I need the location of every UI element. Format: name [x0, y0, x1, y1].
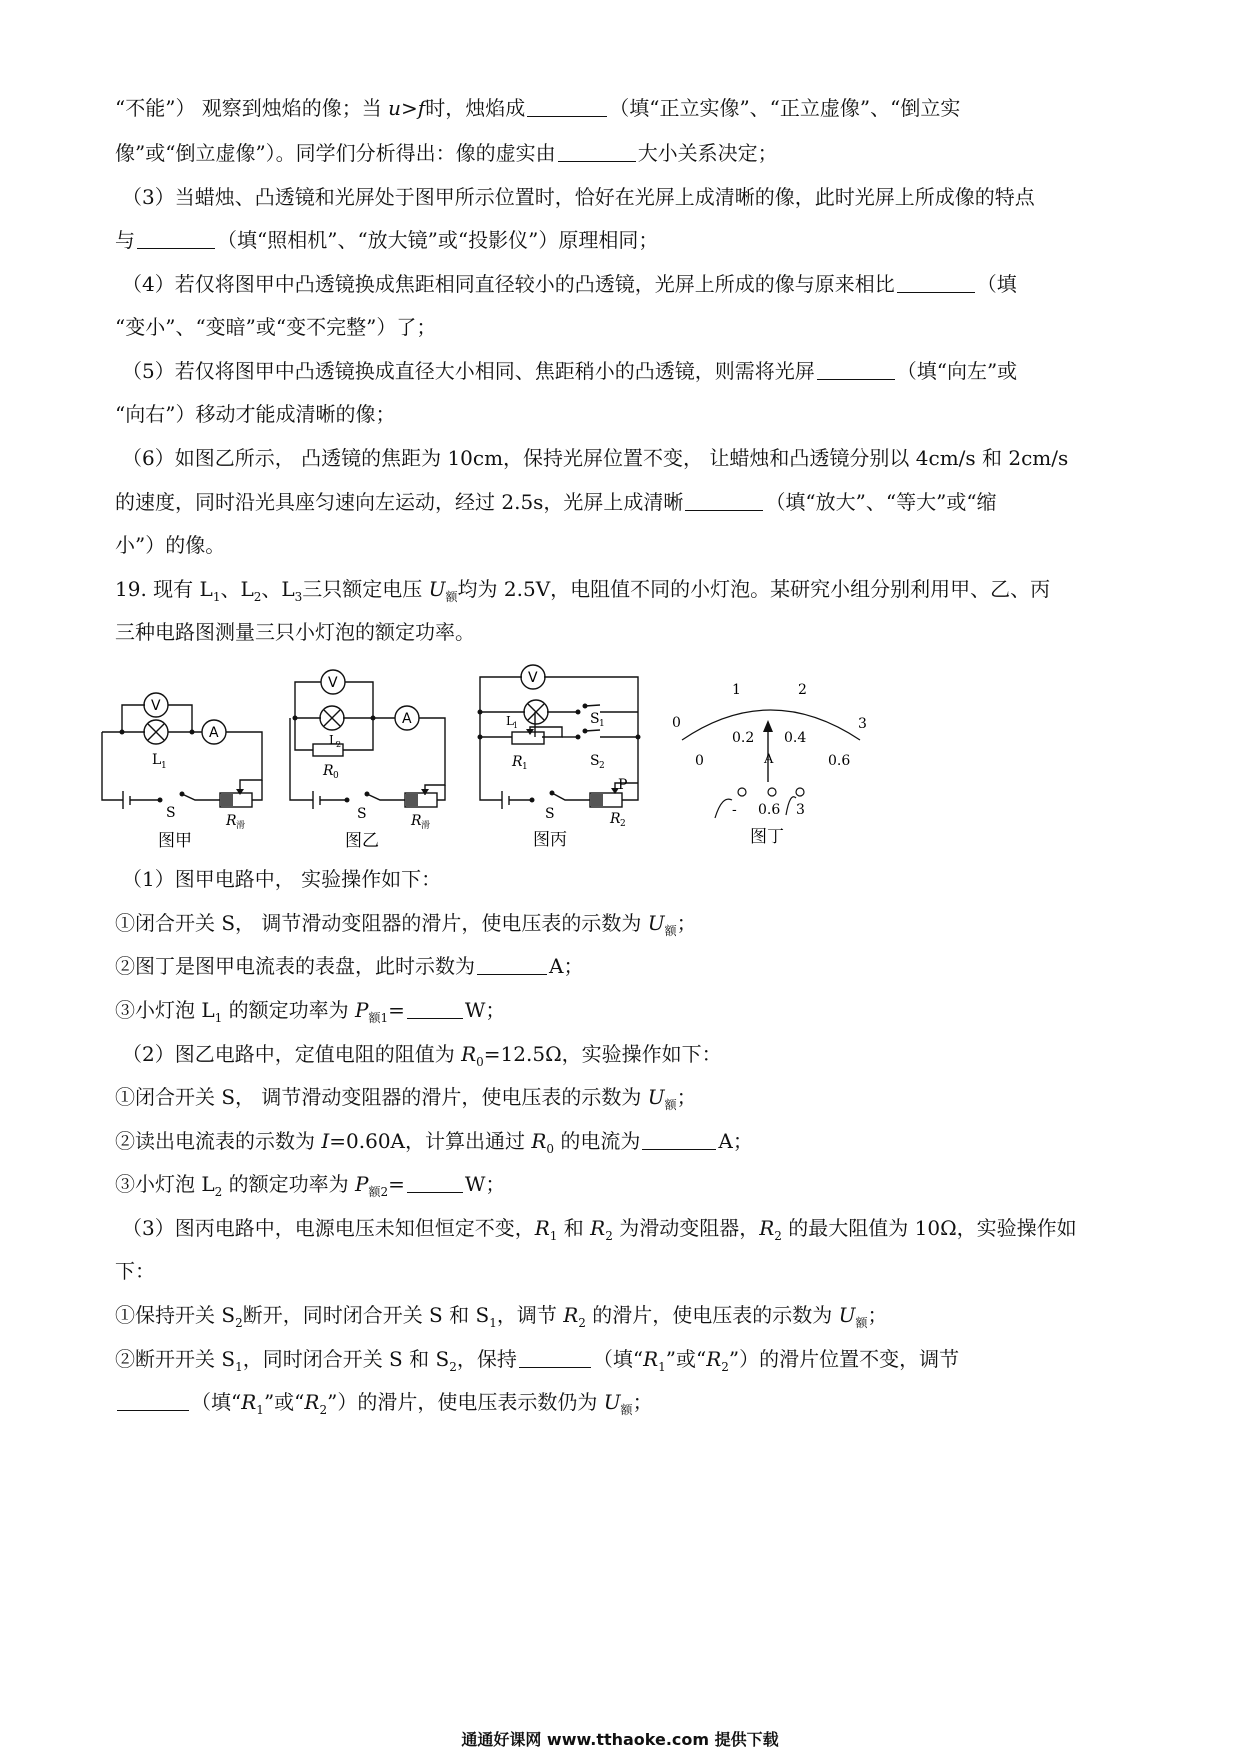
figure-caption: 图乙 [345, 831, 379, 850]
text: （填“照相机”、“放大镜”或“投影仪”）原理相同； [217, 228, 659, 252]
dial-top-tick-label: 0 [672, 715, 681, 731]
text: （3）当蜡烛、凸透镜和光屏处于图甲所示位置时，恰好在光屏上成清晰的像，此时光屏上所成像的特点 [122, 185, 1035, 209]
fixed-resistor-label: R [323, 763, 334, 779]
switch-s2-label: S [590, 753, 600, 769]
terminal-label: - [732, 802, 737, 818]
line-8 [115, 400, 395, 428]
text: ，保持 [456, 1347, 517, 1371]
text: 均为 2.5V，电阻值不同的小灯泡。某研究小组分别利用甲、乙、丙 [457, 577, 1051, 601]
text: ”）的滑片，使电压表示数仍为 [327, 1390, 604, 1414]
subscript: 额 [664, 1098, 677, 1112]
answer-blank[interactable] [407, 998, 463, 1019]
line-7 [122, 357, 1017, 385]
slider-label: P [618, 777, 628, 793]
subscript: 2 [721, 1360, 729, 1374]
switch-label: S [166, 805, 176, 821]
subscript: 2 [774, 1229, 782, 1243]
text: ，调节 [496, 1303, 564, 1327]
dial-bottom-tick-label: 0 [695, 753, 704, 769]
text: 的额定功率为 [222, 1172, 355, 1196]
sub-3-heading [122, 1214, 1077, 1250]
text: =12.5Ω，实验操作如下： [483, 1042, 722, 1066]
text: 的最大阻值为 10Ω，实验操作如 [781, 1216, 1077, 1240]
variable: U [647, 911, 665, 935]
sub-2-step-2 [115, 1127, 753, 1163]
dial-bottom-tick-label: 0.4 [784, 730, 807, 746]
terminal-label: 0.6 [758, 802, 781, 818]
text: ； [632, 1390, 653, 1414]
subscript: 1 [212, 590, 221, 604]
subscript: 0 [546, 1142, 555, 1156]
variable: R [643, 1347, 659, 1371]
variable: P [355, 1172, 369, 1196]
variable: P [355, 998, 369, 1022]
circuit-figure-bing [470, 655, 650, 850]
dial-unit-label: A [764, 752, 774, 767]
text: 三种电路图测量三只小灯泡的额定功率。 [115, 620, 475, 644]
sub-3-step-2 [115, 1345, 959, 1381]
line-11 [115, 531, 225, 559]
variable: R [563, 1303, 579, 1327]
circuit-figure-jia [100, 670, 275, 850]
figure-caption: 图甲 [158, 831, 192, 850]
text: （1）图甲电路中， 实验操作如下： [122, 867, 442, 891]
text: 时，烛焰成 [425, 96, 526, 120]
text: 的额定功率为 [222, 998, 355, 1022]
text: W； [464, 998, 506, 1022]
ammeter-label: A [209, 725, 219, 741]
page-footer: 通通好课网 www.tthaoke.com 提供下载 [461, 1730, 779, 1749]
rheostat-r1-label: R [512, 754, 523, 770]
sub-1-heading [122, 865, 441, 893]
text: A； [718, 1129, 753, 1153]
sub-1-step-1 [115, 909, 697, 945]
switch-label: S [357, 806, 367, 822]
subscript: 1 [658, 1360, 666, 1374]
text: ； [676, 911, 697, 935]
text: ②断开开关 S [115, 1347, 236, 1371]
text: ①闭合开关 S， 调节滑动变阻器的滑片，使电压表的示数为 [115, 911, 648, 935]
sub-3-step-1 [115, 1301, 887, 1337]
question-19-line-1 [115, 575, 1050, 611]
switch-label: S [545, 806, 555, 822]
switch-s1-subscript: 1 [599, 719, 605, 729]
subscript: 2 [214, 1185, 223, 1199]
rheostat-label: R [411, 813, 422, 829]
dial-top-tick-label: 3 [858, 716, 867, 732]
dial-bottom-tick-label: 0.6 [828, 753, 851, 769]
subscript: 额 [445, 590, 458, 604]
text: （5）若仅将图甲中凸透镜换成直径大小相同、焦距稍小的凸透镜，则需将光屏 [122, 359, 815, 383]
text: 的滑片，使电压表的示数为 [585, 1303, 839, 1327]
dial-top-tick-label: 2 [798, 682, 807, 698]
text: ； [676, 1085, 697, 1109]
lamp-subscript: 1 [513, 721, 519, 730]
answer-blank[interactable] [897, 272, 975, 293]
sub-3-heading-line-2 [115, 1257, 155, 1285]
variable: R [706, 1347, 722, 1371]
text: = [388, 998, 405, 1022]
rheostat-subscript: 滑 [236, 821, 246, 831]
text: （4）若仅将图甲中凸透镜换成焦距相同直径较小的凸透镜，光屏上所成的像与原来相比 [122, 272, 895, 296]
answer-blank[interactable] [477, 954, 547, 975]
variable: R [241, 1390, 257, 1414]
line-2 [115, 139, 778, 167]
text: A； [549, 954, 584, 978]
subscript: 1 [256, 1403, 264, 1417]
variable: U [428, 577, 446, 601]
variable: R [304, 1390, 320, 1414]
text: “向右”）移动才能成清晰的像； [115, 402, 396, 426]
text: 和 [557, 1216, 591, 1240]
dial-bottom-tick-label: 0.2 [732, 730, 755, 746]
text: （填“放大”、“等大”或“缩 [765, 490, 997, 514]
text: 大小关系决定； [637, 141, 778, 165]
text: ②图丁是图甲电流表的表盘，此时示数为 [115, 954, 475, 978]
subscript: 3 [294, 590, 303, 604]
answer-blank[interactable] [527, 96, 607, 117]
sub-2-step-1 [115, 1083, 697, 1119]
line-4 [115, 226, 658, 254]
variable: U [838, 1303, 856, 1327]
answer-blank[interactable] [519, 1347, 591, 1368]
line-1 [115, 94, 960, 122]
rheostat-r2-label: R [610, 811, 621, 827]
figure-caption: 图丁 [750, 827, 784, 847]
answer-blank[interactable] [558, 141, 636, 162]
subscript: 额 [664, 924, 677, 938]
text: 断开，同时闭合开关 S 和 S [242, 1303, 490, 1327]
text: 的速度，同时沿光具座匀速向左运动，经过 2.5s，光屏上成清晰 [115, 490, 684, 514]
subscript: 额 [620, 1403, 633, 1417]
text: ”或“ [665, 1347, 707, 1371]
sub-2-step-3 [115, 1170, 505, 1206]
text: （填 [976, 272, 1017, 296]
text: 为滑动变阻器， [612, 1216, 760, 1240]
text: ”）的滑片位置不变，调节 [728, 1347, 960, 1371]
subscript: 额2 [368, 1185, 389, 1199]
variable: U [603, 1390, 621, 1414]
lamp-subscript: 1 [161, 761, 167, 771]
rheostat-label: R [226, 813, 237, 829]
line-9 [122, 444, 1068, 472]
text: ②读出电流表的示数为 [115, 1129, 322, 1153]
rheostat-subscript: 滑 [421, 821, 431, 831]
subscript: 额1 [368, 1011, 389, 1025]
question-19-line-2 [115, 618, 475, 646]
text: ； [867, 1303, 888, 1327]
variable: R [534, 1216, 550, 1240]
subscript: 1 [235, 1360, 243, 1374]
ammeter-dial-figure-ding [660, 670, 880, 850]
answer-blank[interactable] [817, 359, 895, 380]
lamp-label: L [506, 714, 514, 728]
subscript: 2 [319, 1403, 328, 1417]
text: （6）如图乙所示， 凸透镜的焦距为 10cm，保持光屏位置不变， 让蜡烛和凸透镜分别以 4cm/s 和 2cm/s [122, 446, 1069, 470]
variable: R [461, 1042, 477, 1066]
voltmeter-label: V [528, 670, 538, 686]
text: ①保持开关 S [115, 1303, 236, 1327]
line-10 [115, 488, 997, 516]
text: 的电流为 [554, 1129, 641, 1153]
text: 下： [115, 1259, 155, 1283]
text: 、L [220, 577, 254, 601]
answer-blank[interactable] [137, 228, 215, 249]
subscript: 2 [253, 590, 262, 604]
line-3 [122, 183, 1035, 211]
text: = [388, 1172, 405, 1196]
switch-s1-label: S [590, 711, 600, 727]
text: W； [464, 1172, 506, 1196]
variable: u>f [388, 96, 426, 120]
voltmeter-label: V [151, 698, 161, 714]
text: （填“ [592, 1347, 644, 1371]
text: ，同时闭合开关 S 和 S [242, 1347, 450, 1371]
text: 像”或“倒立虚像”）。同学们分析得出：像的虚实由 [115, 141, 556, 165]
text: 19. 现有 L [115, 577, 213, 601]
dial-top-tick-label: 1 [732, 682, 741, 698]
text: （填“正立实像”、“正立虚像”、“倒立实 [609, 96, 961, 120]
text: （3）图丙电路中，电源电压未知但恒定不变， [122, 1216, 535, 1240]
text: （填“ [191, 1390, 242, 1414]
answer-blank[interactable] [117, 1390, 189, 1411]
rheostat-r2-subscript: 2 [620, 819, 626, 829]
subscript: 1 [489, 1316, 497, 1330]
subscript: 2 [449, 1360, 457, 1374]
terminal-label: 3 [796, 802, 805, 818]
rheostat-r1-subscript: 1 [522, 762, 528, 772]
lamp-label: L [152, 752, 162, 768]
variable: R [531, 1129, 547, 1153]
circuit-figure-yi [285, 660, 460, 850]
text: “变小”、“变暗”或“变不完整”）了； [115, 315, 437, 339]
subscript: 额 [855, 1316, 868, 1330]
text: 小”）的像。 [115, 533, 226, 557]
text: 与 [115, 228, 135, 252]
answer-blank[interactable] [685, 490, 763, 511]
sub-1-step-3 [115, 996, 505, 1032]
sub-1-step-2 [115, 952, 583, 980]
ammeter-label: A [402, 711, 412, 727]
subscript: 2 [605, 1229, 613, 1243]
sub-3-step-2-line-2 [115, 1388, 653, 1424]
line-5 [122, 270, 1017, 298]
subscript: 0 [476, 1055, 484, 1069]
variable: I [321, 1129, 330, 1153]
sub-2-heading [122, 1040, 722, 1076]
text: 、L [261, 577, 295, 601]
lamp-label: L [329, 733, 337, 747]
variable: R [590, 1216, 606, 1240]
lamp-subscript: 2 [336, 740, 342, 749]
text: （填“向左”或 [896, 359, 1018, 383]
subscript: 2 [578, 1316, 586, 1330]
text: =0.60A，计算出通过 [329, 1129, 532, 1153]
text: ③小灯泡 L [115, 1172, 215, 1196]
text: ”或“ [263, 1390, 305, 1414]
figure-caption: 图丙 [533, 830, 567, 850]
answer-blank[interactable] [407, 1172, 463, 1193]
answer-blank[interactable] [642, 1129, 716, 1150]
switch-s2-subscript: 2 [599, 761, 605, 771]
variable: U [647, 1085, 665, 1109]
voltmeter-label: V [328, 675, 338, 691]
text: 三只额定电压 [302, 577, 429, 601]
text: （2）图乙电路中，定值电阻的阻值为 [122, 1042, 462, 1066]
text: “不能”） 观察到烛焰的像；当 [115, 96, 389, 120]
fixed-resistor-subscript: 0 [333, 771, 339, 781]
subscript: 1 [549, 1229, 558, 1243]
text: ③小灯泡 L [115, 998, 215, 1022]
text: ①闭合开关 S， 调节滑动变阻器的滑片，使电压表的示数为 [115, 1085, 648, 1109]
subscript: 1 [214, 1011, 223, 1025]
line-6 [115, 313, 436, 341]
variable: R [759, 1216, 775, 1240]
subscript: 2 [235, 1316, 243, 1330]
